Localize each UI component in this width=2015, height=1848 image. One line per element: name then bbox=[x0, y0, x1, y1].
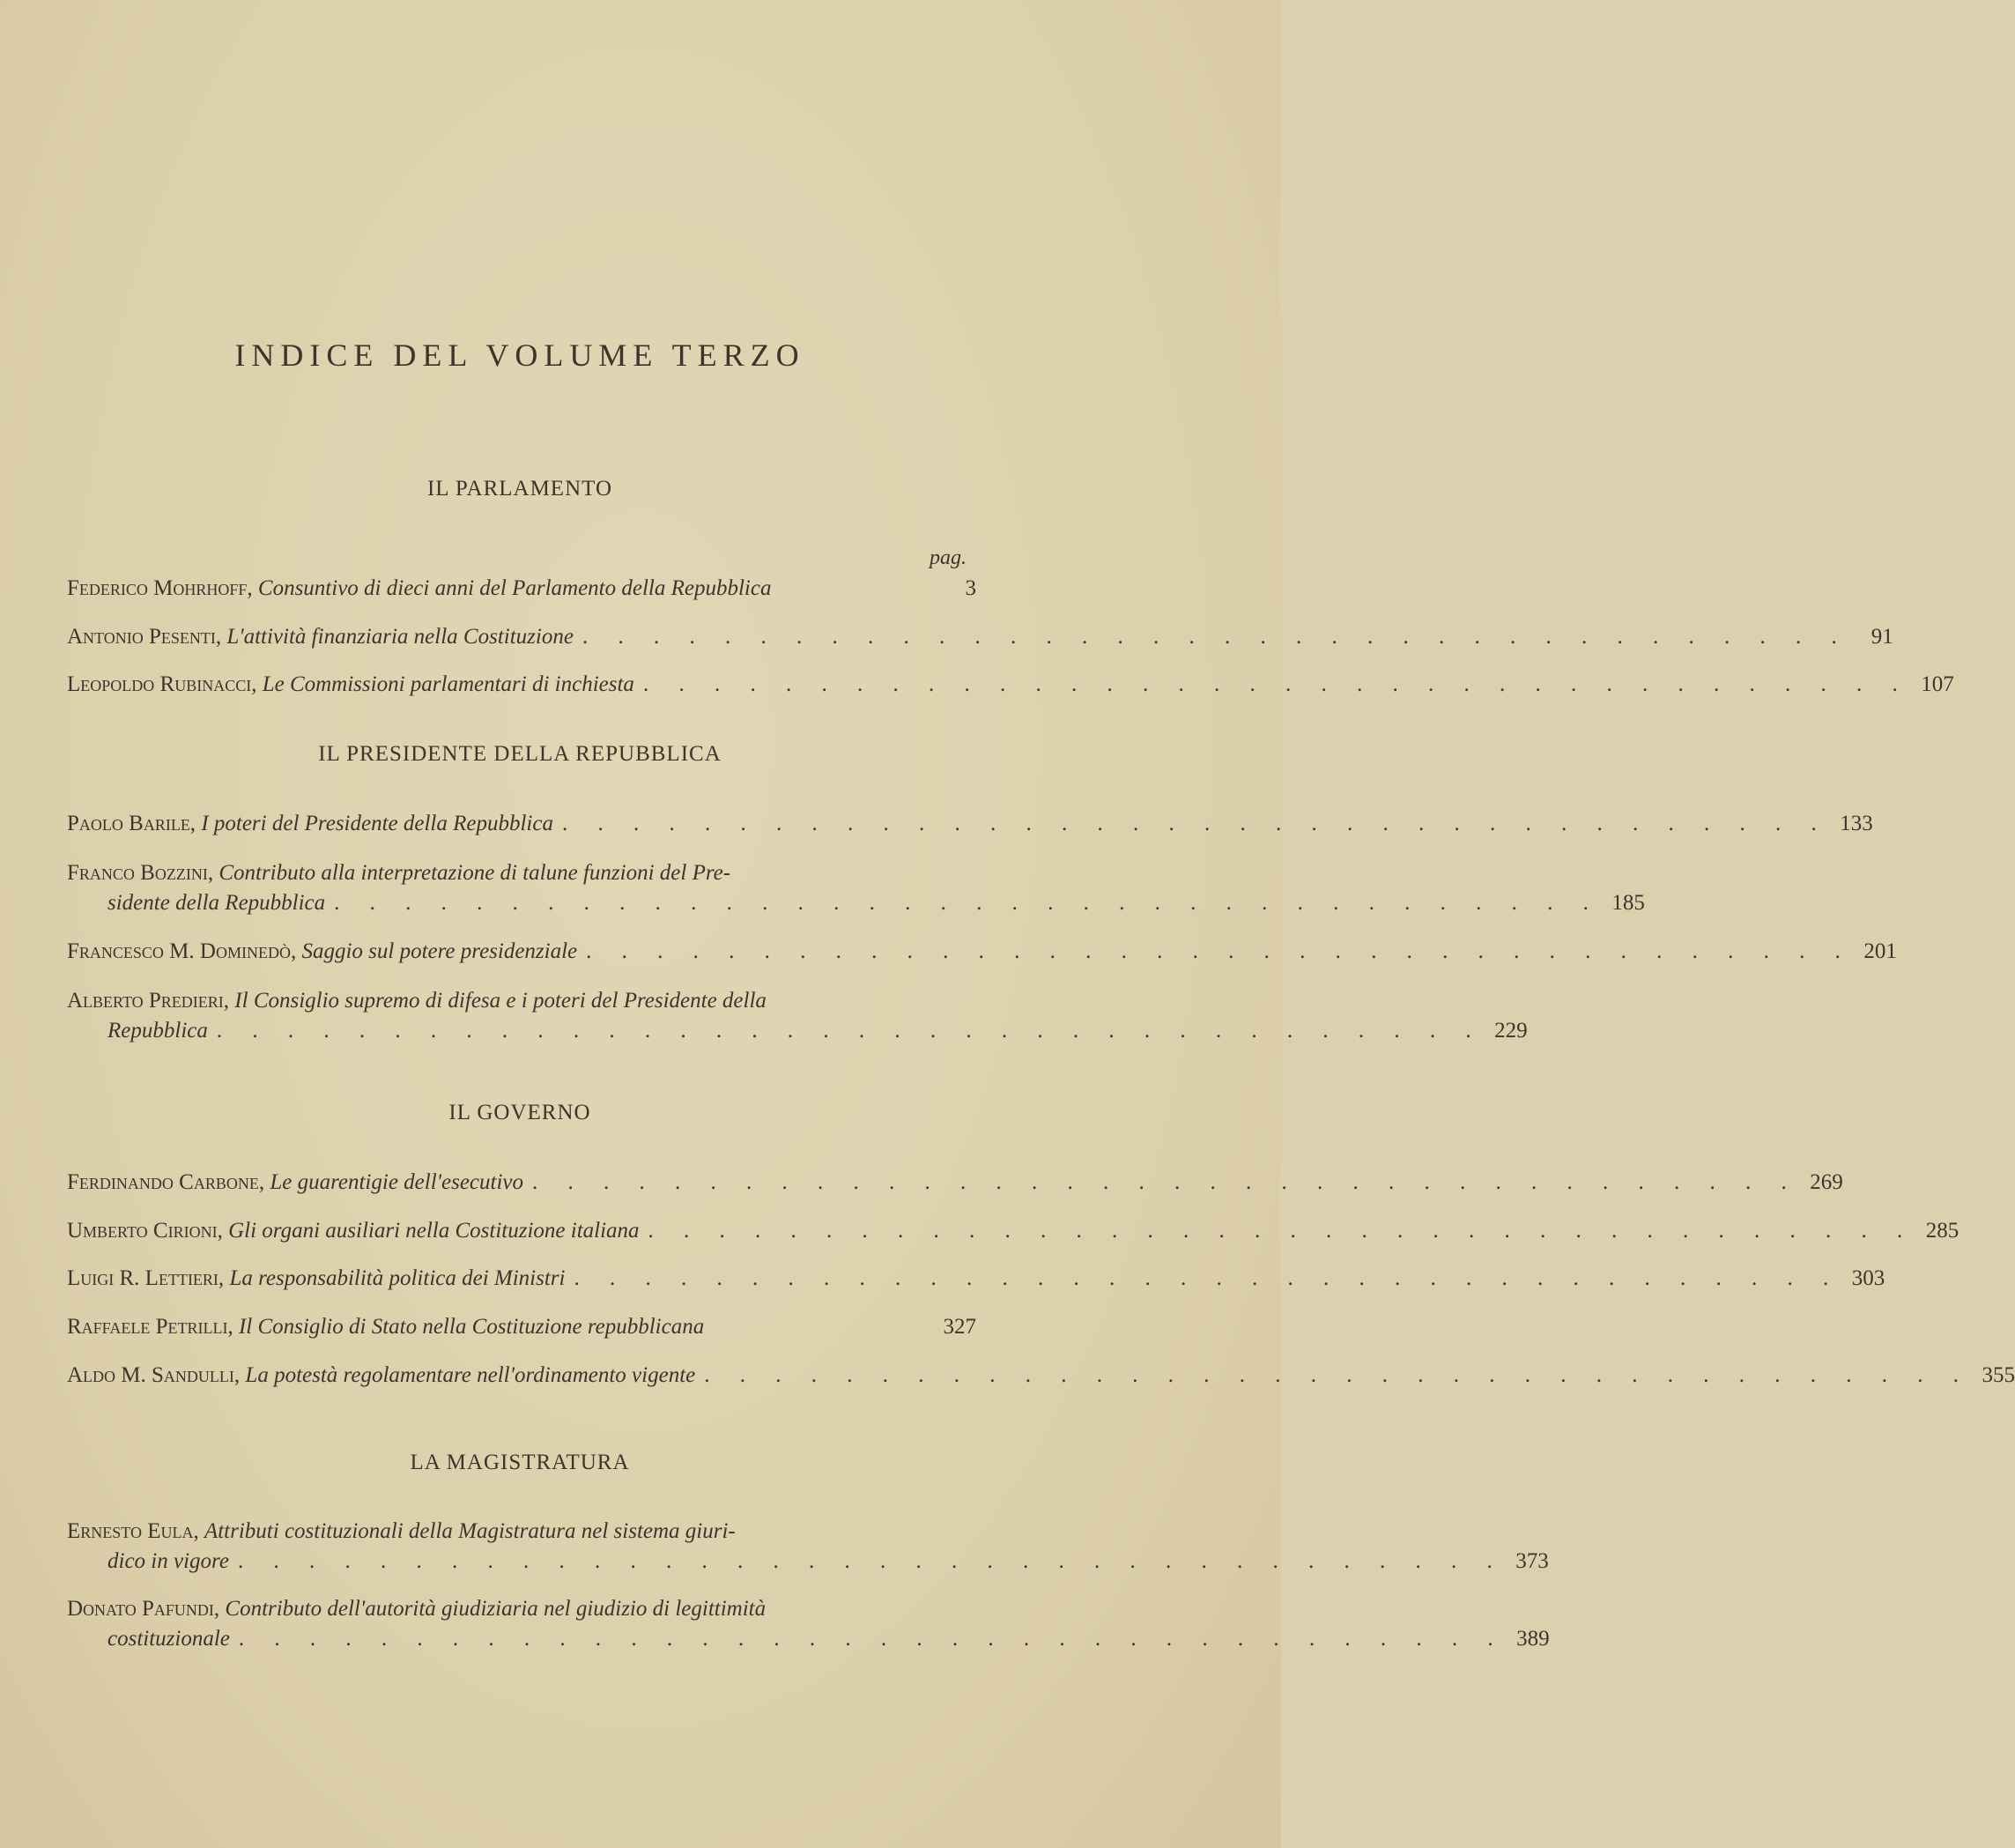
toc-entry bbox=[67, 1517, 1549, 1577]
toc-entry bbox=[67, 1264, 1885, 1294]
entry-text bbox=[67, 1216, 640, 1246]
toc-entry-line bbox=[67, 888, 1645, 918]
entry-page-number: 185 bbox=[1611, 891, 1645, 915]
dot-leader: . . . . . . . . . . . . . . . . . . . . . . . . . . . . . . . . . . . . bbox=[648, 1219, 1915, 1243]
section-heading: LA MAGISTRATURA bbox=[410, 1451, 630, 1474]
entry-author: Donato Pafundi, bbox=[67, 1597, 220, 1621]
toc-entry bbox=[67, 622, 1893, 652]
dot-leader: . . . . . . . . . . . . . . . . . . . . . . . . . . . . . . . . . . . . bbox=[561, 812, 1829, 835]
section-heading: IL PARLAMENTO bbox=[426, 477, 612, 501]
entry-title: L'attività finanziaria nella Costituzione bbox=[226, 625, 574, 649]
entry-author: Federico Mohrhoff, bbox=[67, 576, 253, 600]
entry-title: Il Consiglio supremo di difesa e i poteri del Presidente della bbox=[234, 989, 767, 1013]
entry-page-number: 229 bbox=[1494, 1019, 1528, 1043]
entry-title-continuation: costituzionale bbox=[107, 1627, 230, 1651]
entry-text bbox=[67, 858, 730, 888]
toc-entry-line bbox=[67, 1168, 1843, 1198]
dot-leader: . . . . . . . . . . . . . . . . . . . . . . . . . . . . . . . . . . . . bbox=[574, 1266, 1841, 1290]
entry-author: Ernesto Eula, bbox=[67, 1519, 199, 1543]
entry-text bbox=[67, 574, 771, 604]
toc-entry-line bbox=[67, 1016, 1528, 1046]
toc-entry-line bbox=[67, 1517, 976, 1547]
toc-entry-line bbox=[67, 809, 1873, 839]
dot-leader: . . . . . . . . . . . . . . . . . . . . . . . . . . . . . . . . . . . . bbox=[216, 1019, 1484, 1043]
toc-entry bbox=[67, 809, 1873, 839]
dot-leader: . . . . . . . . . . . . . . . . . . . . . . . . . . . . . . . . . . . . bbox=[532, 1170, 1799, 1194]
entry-page-number: 107 bbox=[1921, 672, 1954, 696]
entry-title-continuation: sidente della Repubblica bbox=[107, 891, 326, 915]
entry-author: Raffaele Petrilli, bbox=[67, 1315, 233, 1339]
entry-page-number: 303 bbox=[1851, 1266, 1885, 1290]
entry-author: Aldo M. Sandulli, bbox=[67, 1363, 241, 1387]
entry-title: Il Consiglio di Stato nella Costituzione repubblicana bbox=[238, 1315, 705, 1339]
entry-title: Le Commissioni parlamentari di inchiesta bbox=[262, 672, 634, 696]
entry-text bbox=[67, 670, 634, 700]
toc-entry-line bbox=[67, 986, 976, 1016]
entry-text bbox=[67, 1168, 523, 1198]
entry-title-continuation: dico in vigore bbox=[107, 1549, 229, 1573]
entry-text bbox=[67, 937, 577, 967]
toc-entry-line bbox=[67, 937, 1897, 967]
dot-leader: . . . . . . . . . . . . . . . . . . . . . . . . . . . . . . . . . . . . bbox=[704, 1363, 1971, 1387]
section-heading: IL PRESIDENTE DELLA REPUBBLICA bbox=[318, 742, 722, 766]
entry-title: Contributo dell'autorità giudiziaria nel giudizio di legittimità bbox=[225, 1597, 767, 1621]
toc-entry-line bbox=[67, 622, 1893, 652]
entry-author: Antonio Pesenti, bbox=[67, 625, 222, 649]
entry-page-number: 133 bbox=[1840, 812, 1873, 835]
toc-entry bbox=[67, 1361, 2015, 1391]
entry-text bbox=[67, 986, 767, 1016]
entry-page-number: 389 bbox=[1516, 1627, 1550, 1651]
entry-page-number: 285 bbox=[1925, 1219, 1959, 1243]
toc-entry bbox=[67, 574, 976, 604]
toc-entry-line bbox=[67, 1216, 1959, 1246]
entry-page-number: 3 bbox=[965, 576, 976, 600]
toc-entry-line bbox=[67, 1312, 976, 1342]
toc-entry bbox=[67, 937, 1897, 967]
entry-page-number: 269 bbox=[1810, 1170, 1843, 1194]
toc-entry bbox=[67, 1168, 1843, 1198]
entry-page-number: 91 bbox=[1871, 625, 1893, 649]
toc-entry-line bbox=[67, 574, 976, 604]
toc-entry bbox=[67, 858, 1645, 918]
dot-leader: . . . . . . . . . . . . . . . . . . . . . . . . . . . . . . . . . . . . bbox=[586, 939, 1853, 963]
toc-entry bbox=[67, 670, 1954, 700]
entry-title: La potestà regolamentare nell'ordinamento vigente bbox=[245, 1363, 696, 1387]
toc-entry-line bbox=[67, 858, 976, 888]
toc-entry bbox=[67, 1312, 976, 1342]
page-column-label: pag. bbox=[930, 546, 967, 569]
toc-entry bbox=[67, 1216, 1959, 1246]
entry-text bbox=[67, 1264, 565, 1294]
dot-leader: . . . . . . . . . . . . . . . . . . . . . . . . . . . . . . . . . . . . bbox=[334, 891, 1601, 915]
entry-author: Francesco M. Dominedò, bbox=[67, 939, 297, 963]
entry-text bbox=[67, 809, 553, 839]
entry-title: Consuntivo di dieci anni del Parlamento della Repubblica bbox=[257, 576, 772, 600]
entry-title: Contributo alla interpretazione di talune funzioni del Pre- bbox=[219, 861, 731, 885]
dot-leader: . . . . . . . . . . . . . . . . . . . . . . . . . . . . . . . . . . . . bbox=[642, 672, 1910, 696]
dot-leader: . . . . . . . . . . . . . . . . . . . . . . . . . . . . . . . . . . . . bbox=[238, 1627, 1506, 1651]
toc-entry-line bbox=[67, 1594, 976, 1624]
entry-title: Le guarentigie dell'esecutivo bbox=[270, 1170, 523, 1194]
entry-title-continuation: Repubblica bbox=[107, 1019, 208, 1043]
entry-title: I poteri del Presidente della Repubblica bbox=[201, 812, 553, 835]
entry-author: Leopoldo Rubinacci, bbox=[67, 672, 257, 696]
dot-leader: . . . . . . . . . . . . . . . . . . . . . . . . . . . . . . . . . . . . bbox=[237, 1549, 1505, 1573]
toc-entry-line bbox=[67, 670, 1954, 700]
entry-title: Attributi costituzionali della Magistratura nel sistema giuri- bbox=[204, 1519, 736, 1543]
toc-entry-line bbox=[67, 1361, 2015, 1391]
toc-entry-line bbox=[67, 1624, 1550, 1654]
toc-entry-line bbox=[67, 1547, 1549, 1577]
entry-text bbox=[67, 1594, 766, 1624]
entry-text bbox=[67, 622, 574, 652]
entry-author: Ferdinando Carbone, bbox=[67, 1170, 265, 1194]
entry-page-number: 201 bbox=[1863, 939, 1897, 963]
entry-title: Gli organi ausiliari nella Costituzione italiana bbox=[228, 1219, 640, 1243]
entry-page-number: 355 bbox=[1982, 1363, 2015, 1387]
section-heading: IL GOVERNO bbox=[448, 1101, 591, 1124]
entry-author: Paolo Barile, bbox=[67, 812, 196, 835]
page-title: INDICE DEL VOLUME TERZO bbox=[234, 338, 805, 373]
toc-entry-line bbox=[67, 1264, 1885, 1294]
entry-page-number: 373 bbox=[1515, 1549, 1549, 1573]
entry-text bbox=[67, 1312, 704, 1342]
entry-title: Saggio sul potere presidenziale bbox=[301, 939, 578, 963]
dot-leader: . . . . . . . . . . . . . . . . . . . . . . . . . . . . . . . . . . . . bbox=[582, 625, 1849, 649]
entry-page-number: 327 bbox=[943, 1315, 976, 1339]
entry-text bbox=[67, 1517, 736, 1547]
entry-author: Alberto Predieri, bbox=[67, 989, 230, 1013]
entry-author: Umberto Cirioni, bbox=[67, 1219, 223, 1243]
entry-text bbox=[67, 1361, 695, 1391]
entry-author: Luigi R. Lettieri, bbox=[67, 1266, 225, 1290]
entry-author: Franco Bozzini, bbox=[67, 861, 214, 885]
toc-entry bbox=[67, 986, 1528, 1046]
toc-entry bbox=[67, 1594, 1550, 1654]
entry-title: La responsabilità politica dei Ministri bbox=[229, 1266, 566, 1290]
